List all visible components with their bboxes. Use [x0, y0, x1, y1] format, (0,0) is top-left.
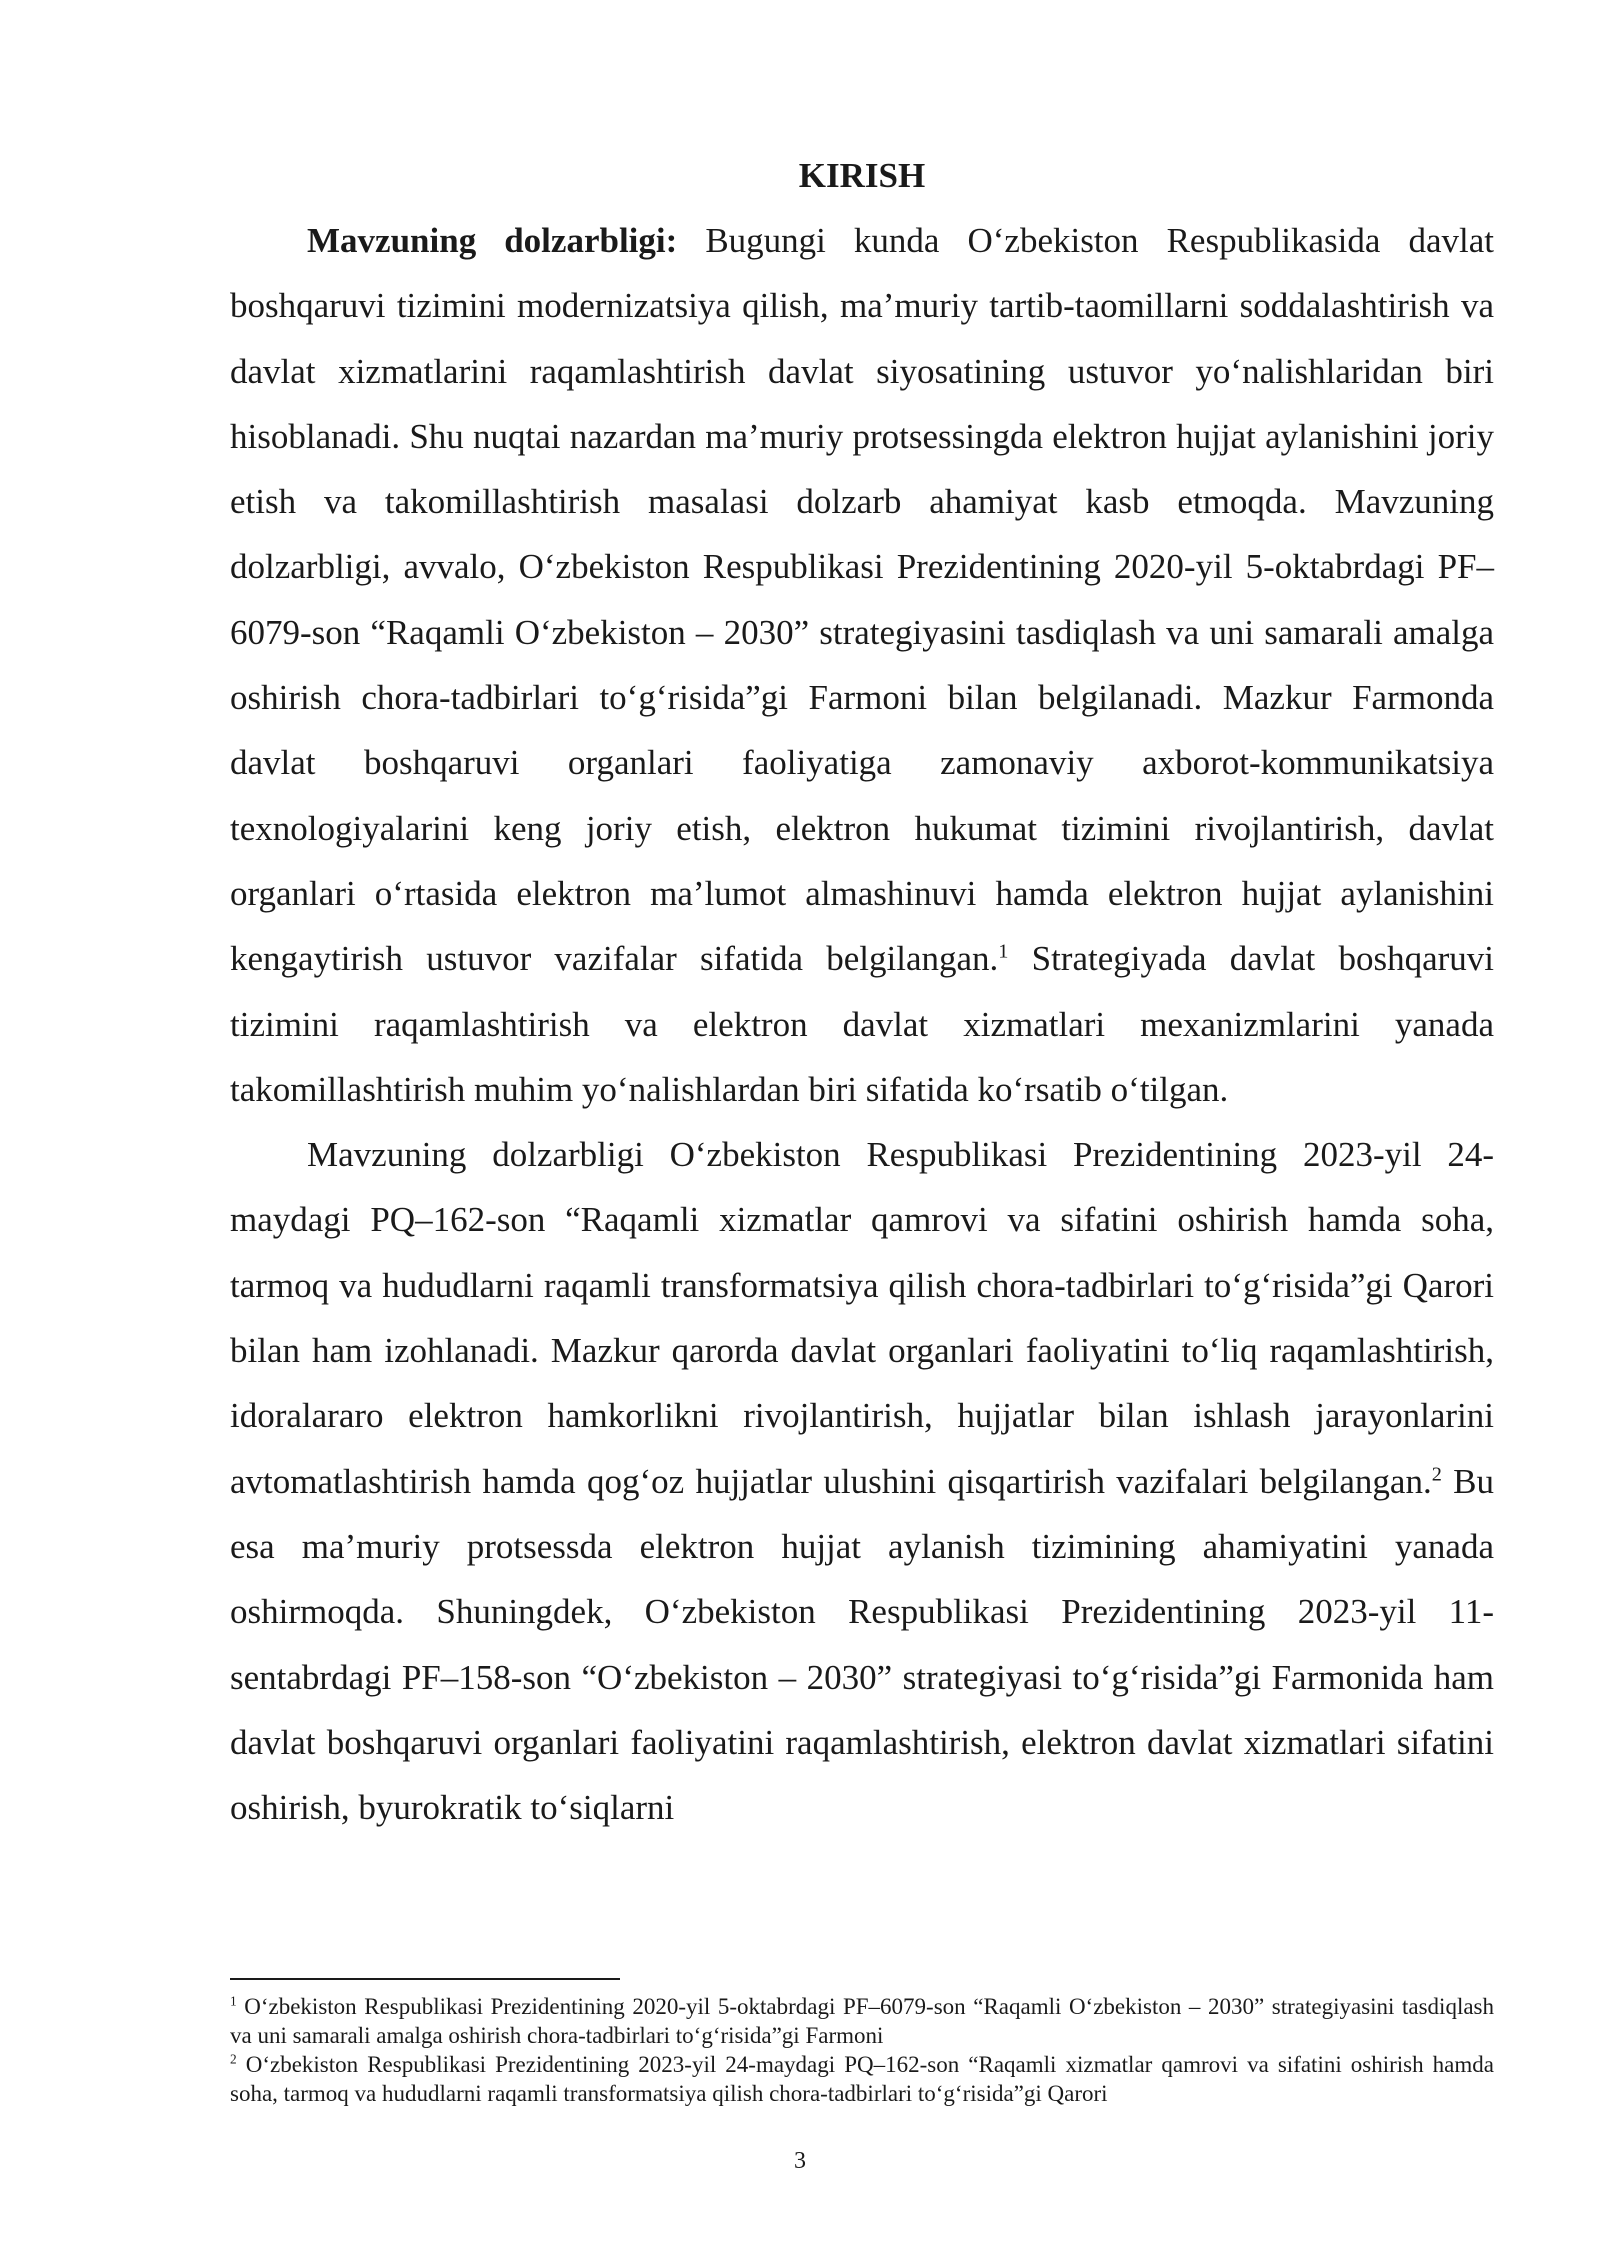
paragraph-lead: Mavzuning dolzarbligi:	[307, 221, 678, 260]
footnote-1	[230, 1992, 1494, 2050]
page-number: 3	[794, 2148, 806, 2174]
footnote-ref-1[interactable]: 1	[998, 940, 1009, 963]
footnote-number: 2	[230, 2051, 237, 2067]
footnote-number: 1	[230, 1993, 237, 2009]
footnote-2	[230, 2050, 1494, 2108]
footnotes	[230, 1992, 1494, 2108]
paragraph-text: Bu esa ma’muriy protsessda elektron hujjat aylanish tizimining ahamiyatini yanada oshirmoqda. Shuningdek, O‘zbekiston Respublikasi Prezidentining 2023-yil 11-sentabrdagi PF–158-son “O‘zbekiston – 2030” strategiyasi to‘g‘risida”gi Farmonida ham davlat boshqaruvi organlari faoliyatini raqamlashtirish, elektron davlat xizmatlari sifatini oshirish, byurokratik to‘siqlarni	[230, 1461, 1494, 1828]
paragraph-relevance	[230, 208, 1494, 1122]
footnote-text: O‘zbekiston Respublikasi Prezidentining 2020-yil 5-oktabrdagi PF–6079-son “Raqamli O‘zbekiston – 2030” strategiyasini tasdiqlash va uni samarali amalga oshirish chora-tadbirlari to‘g‘risida”gi Farmoni	[230, 1994, 1494, 2048]
body-text	[230, 208, 1494, 1840]
footnote-separator	[230, 1978, 620, 1980]
footnote-ref-2[interactable]: 2	[1431, 1462, 1442, 1485]
paragraph-decree	[230, 1122, 1494, 1840]
footnote-text: O‘zbekiston Respublikasi Prezidentining 2023-yil 24-maydagi PQ–162-son “Raqamli xizmatlar qamrovi va sifatini oshirish hamda soha, tarmoq va hududlarni raqamli transformatsiya qilish chora-tadbirlari to‘g‘risida”gi Qarori	[230, 2052, 1494, 2106]
paragraph-text: Mavzuning dolzarbligi O‘zbekiston Respublikasi Prezidentining 2023-yil 24-maydagi PQ–162-son “Raqamli xizmatlar qamrovi va sifatini oshirish hamda soha, tarmoq va hududlarni raqamli transformatsiya qilish chora-tadbirlari to‘g‘risida”gi Qarori bilan ham izohlanadi. Mazkur qarorda davlat organlari faoliyatini to‘liq raqamlashtirish, idoralararo elektron hamkorlikni rivojlantirish, hujjatlar bilan ishlash jarayonlarini avtomatlashtirish hamda qog‘oz hujjatlar ulushini qisqartirish vazifalari belgilangan.	[230, 1135, 1494, 1501]
section-heading: KIRISH	[798, 156, 926, 195]
paragraph-text: Bugungi kunda O‘zbekiston Respublikasida davlat boshqaruvi tizimini modernizatsiya qilish, ma’muriy tartib-taomillarni soddalashtirish va davlat xizmatlarini raqamlashtirish davlat siyosatining ustuvor yo‘nalishlaridan biri hisoblanadi. Shu nuqtai nazardan ma’muriy protsessingda elektron hujjat aylanishini joriy etish va takomillashtirish masalasi dolzarb ahamiyat kasb etmoqda. Mavzuning dolzarbligi, avvalo, O‘zbekiston Respublikasi Prezidentining 2020-yil 5-oktabrdagi PF–6079-son “Raqamli O‘zbekiston – 2030” strategiyasini tasdiqlash va uni samarali amalga oshirish chora-tadbirlari to‘g‘risida”gi Farmoni bilan belgilanadi. Mazkur Farmonda davlat boshqaruvi organlari faoliyatiga zamonaviy axborot-kommunikatsiya texnologiyalarini keng joriy etish, elektron hukumat tizimini rivojlantirish, davlat organlari o‘rtasida elektron ma’lumot almashinuvi hamda elektron hujjat aylanishini kengaytirish ustuvor vazifalar sifatida belgilangan.	[230, 221, 1494, 979]
paragraph-text: Strategiyada davlat boshqaruvi tizimini raqamlashtirish va elektron davlat xizmatlari mexanizmlarini yanada takomillashtirish muhim yo‘nalishlardan biri sifatida ko‘rsatib o‘tilgan.	[230, 939, 1494, 1109]
